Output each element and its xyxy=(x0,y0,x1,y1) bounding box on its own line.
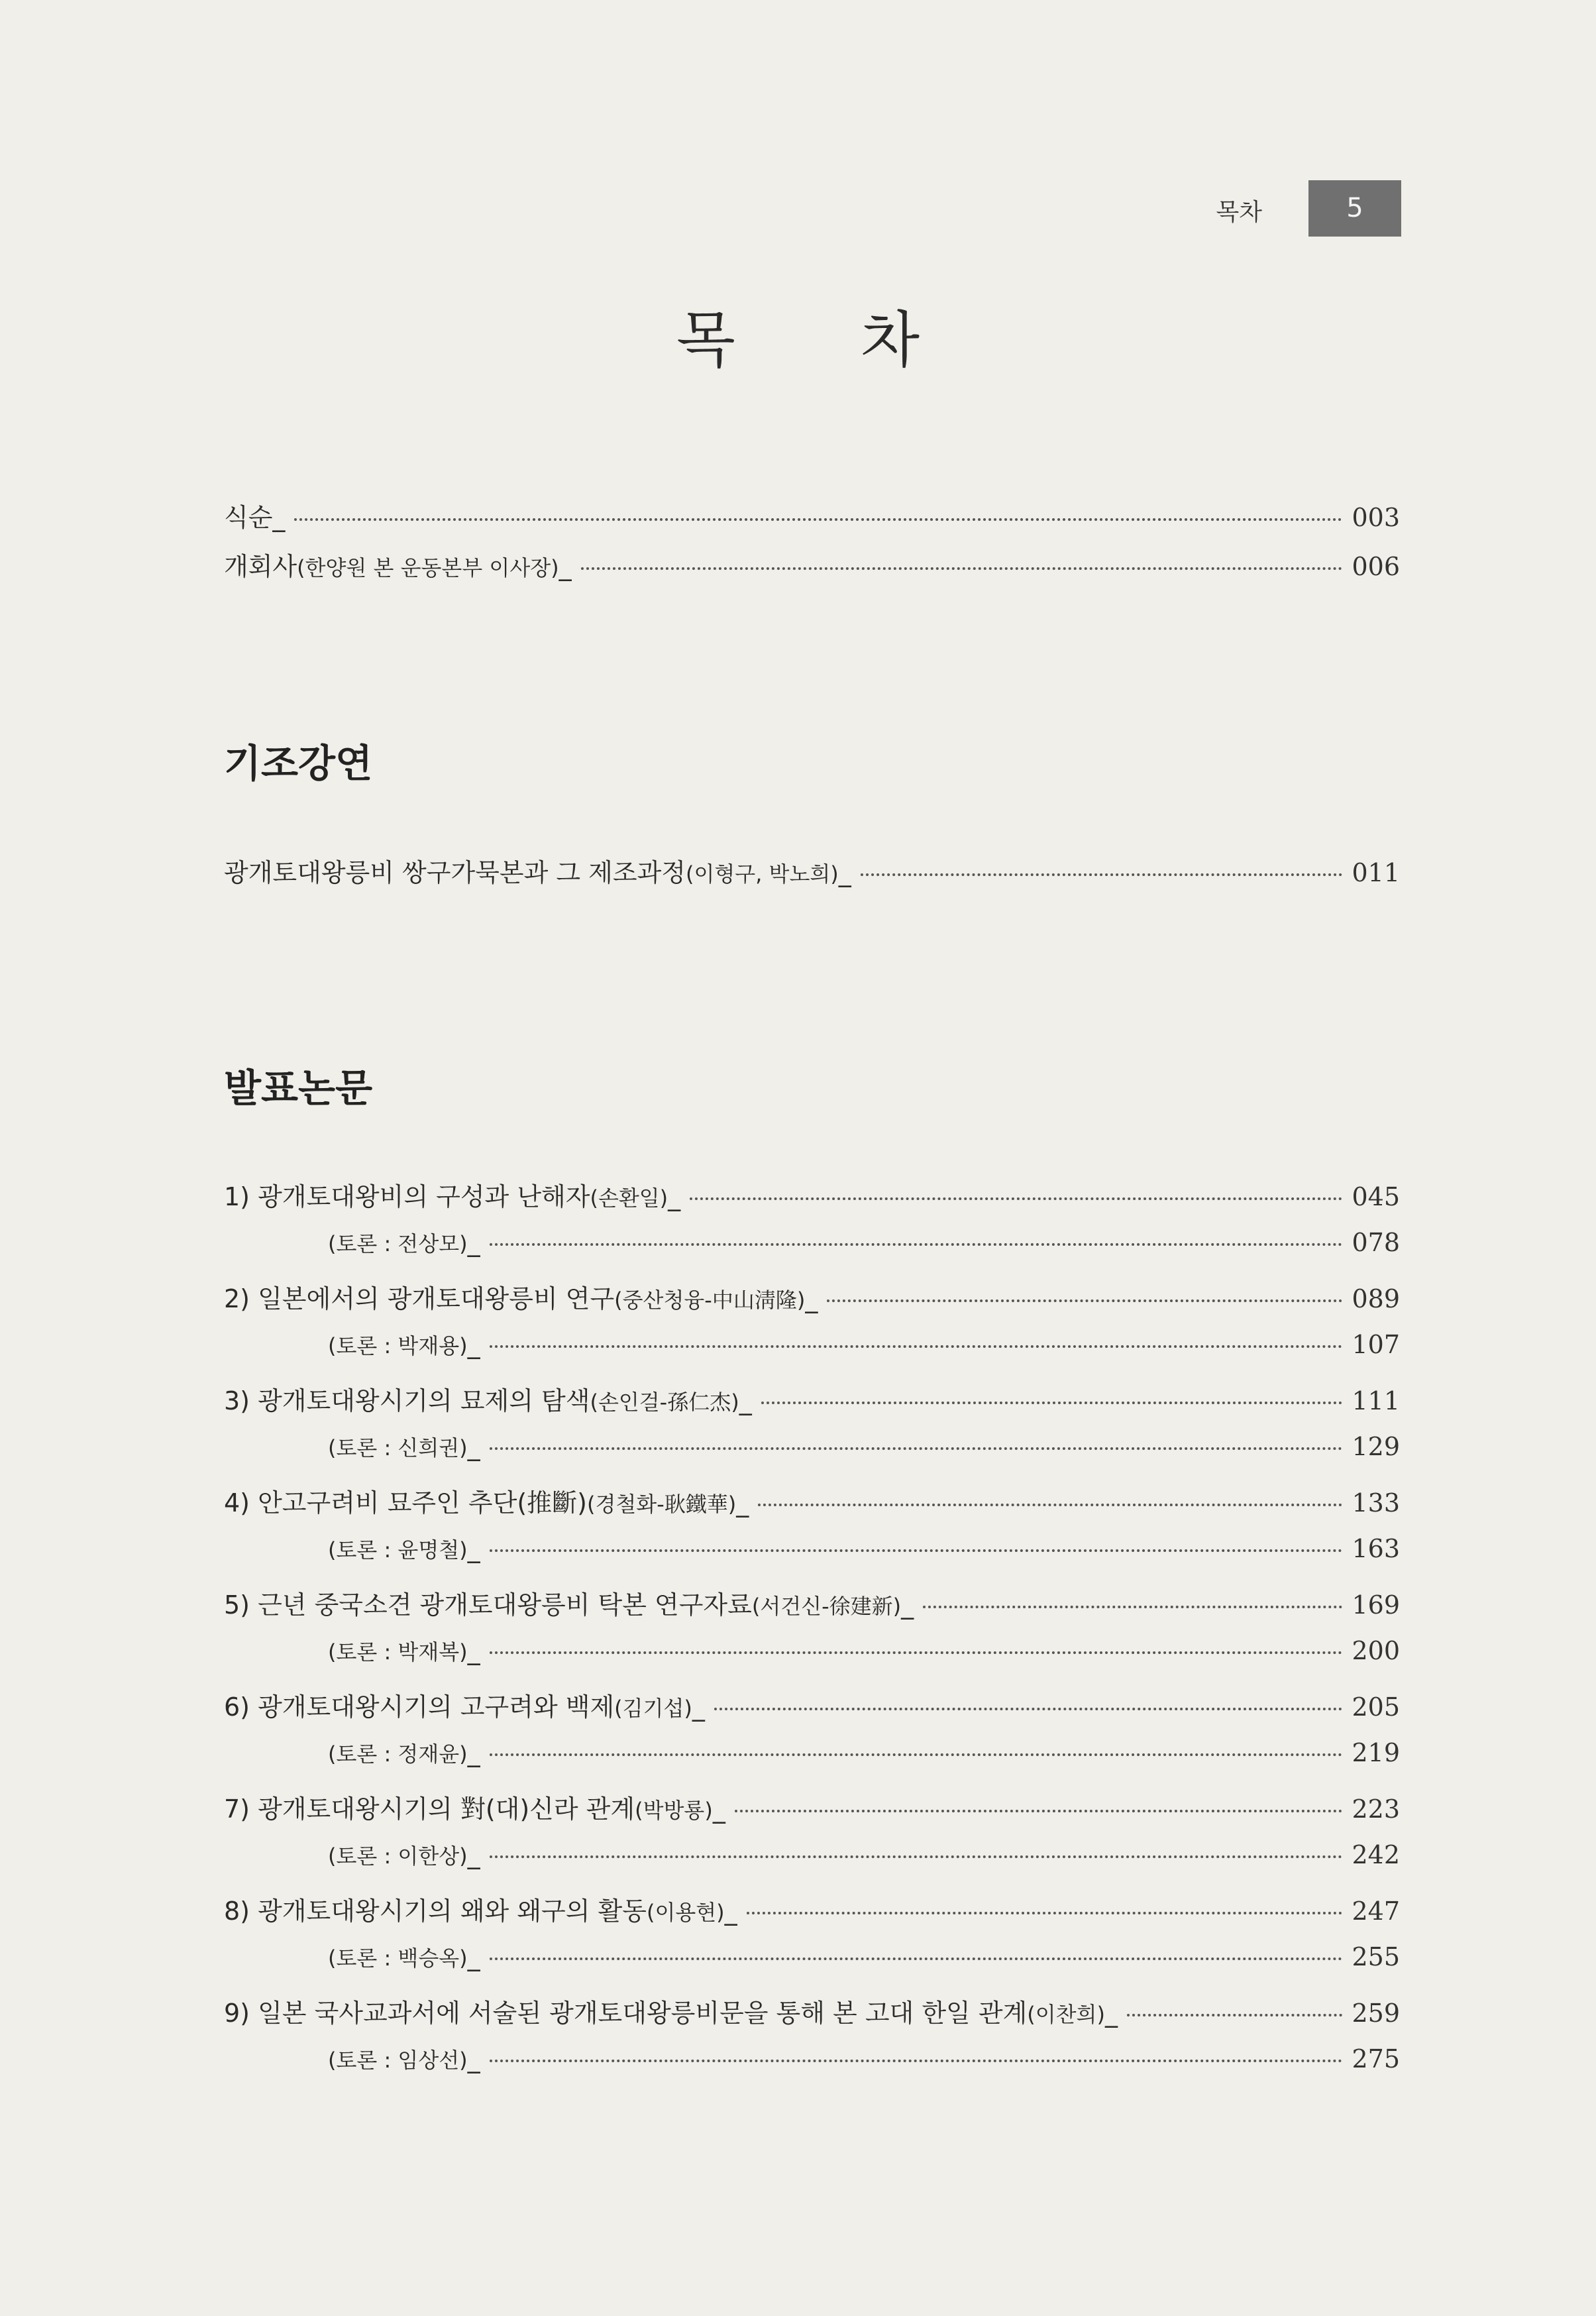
toc-entry-program[interactable] xyxy=(224,497,1400,537)
toc-entry-title: 2) 일본에서의 광개토대왕릉비 연구 xyxy=(224,1284,615,1313)
toc-entry-discussion-4[interactable] xyxy=(328,1533,1400,1573)
toc-entry-title: 개회사 xyxy=(224,552,297,581)
toc-entry-suffix: _ xyxy=(467,1228,480,1257)
toc-entry-suffix: _ xyxy=(805,1284,818,1313)
toc-entry-suffix: _ xyxy=(467,1636,480,1665)
toc-entry-paper-7[interactable] xyxy=(224,1789,1400,1828)
dot-leader xyxy=(827,1299,1342,1302)
toc-entry-title: 식순 xyxy=(224,503,273,532)
toc-entry-suffix: _ xyxy=(901,1590,914,1620)
toc-page-number: 003 xyxy=(1352,503,1400,532)
toc-page-number: 223 xyxy=(1352,1794,1400,1824)
toc-page-number: 133 xyxy=(1352,1488,1400,1517)
toc-entry-suffix: _ xyxy=(712,1794,725,1824)
toc-entry-title: 5) 근년 중국소견 광개토대왕릉비 탁본 연구자료 xyxy=(224,1590,752,1620)
toc-page-number: 242 xyxy=(1352,1840,1400,1869)
toc-entry-discussant: (토론 : 박재복) xyxy=(328,1639,468,1665)
toc-page-number: 111 xyxy=(1352,1386,1400,1415)
dot-leader xyxy=(735,1810,1343,1812)
toc-page-number: 006 xyxy=(1352,552,1400,581)
toc-entry-paper-2[interactable] xyxy=(224,1278,1400,1318)
toc-entry-title: 1) 광개토대왕비의 구성과 난해자 xyxy=(224,1182,590,1211)
toc-entry-author: (김기섭) xyxy=(614,1696,692,1721)
toc-page-number: 219 xyxy=(1352,1738,1400,1767)
page-number-badge: 5 xyxy=(1308,180,1401,237)
toc-entry-title: 6) 광개토대왕시기의 고구려와 백제 xyxy=(224,1692,615,1722)
toc-page-number: 107 xyxy=(1352,1330,1400,1359)
dot-leader xyxy=(714,1708,1343,1710)
toc-entry-suffix: _ xyxy=(559,552,572,581)
toc-page-number: 255 xyxy=(1352,1942,1400,1971)
toc-entry-paper-6[interactable] xyxy=(224,1686,1400,1726)
toc-entry-paper-9[interactable] xyxy=(224,1993,1400,2032)
toc-entry-discussant: (토론 : 윤명철) xyxy=(328,1537,468,1563)
toc-entry-title: 9) 일본 국사교과서에 서술된 광개토대왕릉비문을 통해 본 고대 한일 관계 xyxy=(224,1999,1028,2028)
toc-entry-title: 3) 광개토대왕시기의 묘제의 탐색 xyxy=(224,1386,590,1415)
dot-leader xyxy=(490,1549,1343,1552)
toc-entry-suffix: _ xyxy=(739,1386,752,1415)
dot-leader xyxy=(294,518,1342,521)
toc-page-number: 129 xyxy=(1352,1432,1400,1461)
toc-entry-author: (이찬희) xyxy=(1027,2002,1105,2027)
toc-page-number: 259 xyxy=(1352,1999,1400,2028)
toc-entry-opening-address[interactable] xyxy=(224,546,1400,586)
toc-page-number: 163 xyxy=(1352,1534,1400,1563)
toc-entry-discussant: (토론 : 박재용) xyxy=(328,1333,468,1358)
toc-entry-suffix: _ xyxy=(736,1488,749,1517)
toc-page-number: 078 xyxy=(1352,1228,1400,1257)
dot-leader xyxy=(490,1345,1343,1348)
toc-entry-discussion-3[interactable] xyxy=(328,1431,1400,1471)
dot-leader xyxy=(861,873,1343,876)
toc-entry-suffix: _ xyxy=(467,1534,480,1563)
toc-entry-paper-1[interactable] xyxy=(224,1176,1400,1216)
toc-entry-suffix: _ xyxy=(467,1738,480,1767)
dot-leader xyxy=(690,1197,1342,1200)
toc-entry-suffix: _ xyxy=(467,1330,480,1359)
toc-page-number: 011 xyxy=(1352,858,1400,887)
toc-entry-discussant: (토론 : 신희권) xyxy=(328,1435,468,1461)
toc-entry-author: (서건신-徐建新) xyxy=(751,1594,902,1619)
toc-entry-suffix: _ xyxy=(467,1942,480,1971)
toc-entry-discussant: (토론 : 정재윤) xyxy=(328,1741,468,1767)
toc-entry-discussion-6[interactable] xyxy=(328,1737,1400,1777)
toc-entry-paper-4[interactable] xyxy=(224,1482,1400,1522)
toc-entry-suffix: _ xyxy=(838,858,851,887)
dot-leader xyxy=(490,1243,1343,1246)
toc-entry-title: 4) 안고구려비 묘주인 추단(推斷) xyxy=(224,1488,587,1517)
toc-entry-keynote[interactable] xyxy=(224,852,1400,892)
toc-entry-author: (한양원 본 운동본부 이사장) xyxy=(297,555,559,580)
section-heading-keynote: 기조강연 xyxy=(224,741,373,786)
toc-entry-author: (손환일) xyxy=(590,1186,668,1211)
toc-entry-author: (박방룡) xyxy=(635,1798,713,1823)
toc-entry-suffix: _ xyxy=(724,1897,737,1926)
dot-leader xyxy=(747,1912,1343,1914)
dot-leader xyxy=(490,1447,1343,1450)
dot-leader xyxy=(1127,2014,1343,2016)
toc-entry-suffix: _ xyxy=(1104,1999,1118,2028)
toc-entry-discussant: (토론 : 이한상) xyxy=(328,1844,468,1869)
toc-entry-discussant: (토론 : 백승옥) xyxy=(328,1946,468,1971)
dot-leader xyxy=(490,1958,1343,1960)
toc-entry-suffix: _ xyxy=(467,1840,480,1869)
dot-leader xyxy=(490,1651,1343,1654)
toc-page-number: 200 xyxy=(1352,1636,1400,1665)
toc-page-number: 205 xyxy=(1352,1692,1400,1722)
toc-entry-title: 8) 광개토대왕시기의 왜와 왜구의 활동 xyxy=(224,1897,647,1926)
dot-leader xyxy=(923,1606,1342,1608)
toc-entry-author: (이용현) xyxy=(646,1900,725,1925)
toc-entry-author: (경철화-耿鐵華) xyxy=(586,1492,737,1517)
toc-entry-author: (이형구, 박노희) xyxy=(685,861,839,887)
dot-leader xyxy=(490,1855,1343,1858)
toc-entry-suffix: _ xyxy=(272,503,286,532)
dot-leader xyxy=(581,567,1343,570)
toc-entry-discussant: (토론 : 임상선) xyxy=(328,2048,468,2073)
toc-entry-author: (손인걸-孫仁杰) xyxy=(590,1390,739,1415)
toc-entry-discussion-1[interactable] xyxy=(328,1227,1400,1267)
section-heading-papers: 발표논문 xyxy=(224,1066,373,1111)
header-section-title: 목차 xyxy=(1216,199,1262,226)
toc-entry-author: (중산청융-中山淸隆) xyxy=(614,1288,806,1313)
toc-entry-suffix: _ xyxy=(692,1692,705,1722)
toc-entry-discussion-9[interactable] xyxy=(328,2044,1400,2083)
toc-page-number: 089 xyxy=(1352,1284,1400,1313)
toc-entry-discussion-7[interactable] xyxy=(328,1840,1400,1879)
dot-leader xyxy=(758,1504,1342,1506)
toc-entry-paper-8[interactable] xyxy=(224,1891,1400,1930)
toc-entry-suffix: _ xyxy=(668,1182,681,1211)
toc-entry-suffix: _ xyxy=(467,2044,480,2073)
toc-page-number: 247 xyxy=(1352,1897,1400,1926)
dot-leader xyxy=(490,1753,1343,1756)
toc-entry-discussion-5[interactable] xyxy=(328,1635,1400,1675)
toc-entry-title: 광개토대왕릉비 쌍구가묵본과 그 제조과정 xyxy=(224,858,686,887)
toc-entry-discussion-2[interactable] xyxy=(328,1329,1400,1369)
toc-entry-paper-5[interactable] xyxy=(224,1584,1400,1624)
toc-entry-discussant: (토론 : 전상모) xyxy=(328,1231,468,1256)
toc-entry-discussion-8[interactable] xyxy=(328,1942,1400,1981)
dot-leader xyxy=(761,1402,1343,1404)
toc-entry-title: 7) 광개토대왕시기의 對(대)신라 관계 xyxy=(224,1794,635,1824)
toc-entry-suffix: _ xyxy=(467,1432,480,1461)
page-title: 목 차 xyxy=(676,305,973,376)
toc-page-number: 275 xyxy=(1352,2044,1400,2073)
toc-page-number: 045 xyxy=(1352,1182,1400,1211)
toc-page-number: 169 xyxy=(1352,1590,1400,1620)
running-header xyxy=(1166,180,1401,237)
toc-entry-paper-3[interactable] xyxy=(224,1380,1400,1420)
dot-leader xyxy=(490,2060,1343,2062)
